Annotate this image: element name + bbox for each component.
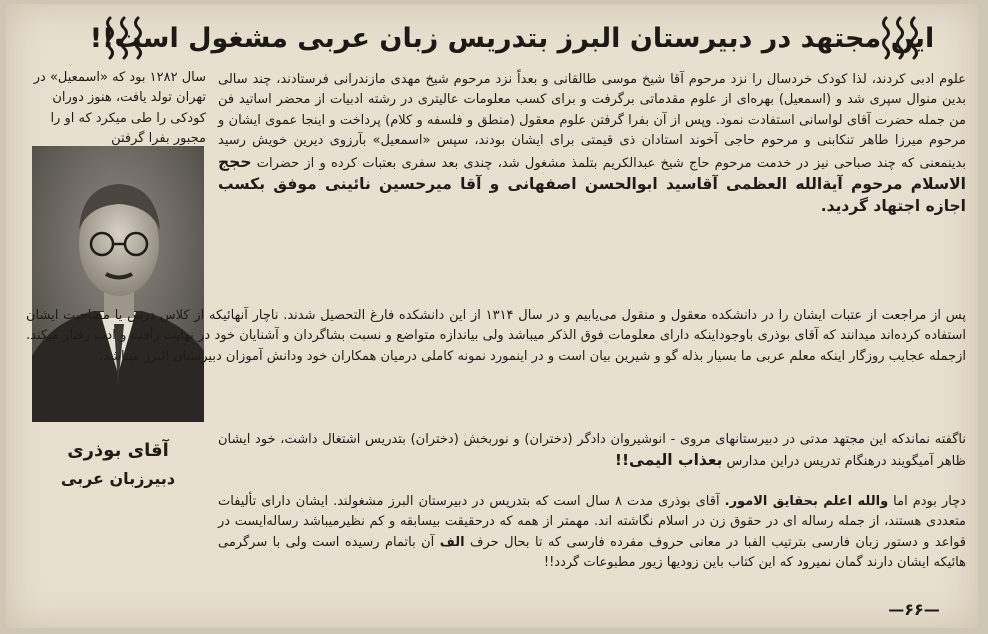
magazine-page xyxy=(6,4,978,628)
paragraph-1-text: علوم ادبی کردند، لذا کودک خردسال را نزد مرحوم آقا شیخ موسی طالقانی و بعداً نزد مرحوم شیخ مهدی مازندرانی فرستادند، چند سالی بدین منوال سپری شد و (اسمعیل) بهره‌ای از علوم مقدماتی برگرفت و برای کسب معلومات عالیتری در رشته ادبیات از محضر اساتید فن من جمله حضرت آقای لواسانی استفادت نمود. وپس از آن بفرا گرفتن علوم معقول (منطق و فلسفه و کلام) پرداخت و اینجا عموی ایشان و مرحوم میرزا طاهر تنکابنی و مرحوم حاجی آخوند استادان ذی قیمتی برای ایشان بودند، سپس «اسمعیل» بآرزوی دیرین خویش رسید بدینمعنی که چند صباحی نیز در خدمت مرحوم حاج شیخ عبدالکریم بتلمذ مشغول شد، چندی بعد سفری بعتبات کرده و از حضرات xyxy=(218,72,966,171)
article-paragraph-2 xyxy=(26,306,966,367)
paragraph-3-text: ناگفته نماندکه این مجتهد مدتی در دبیرستانهای مروی - انوشیروان دادگر (دختران) و نوربخش (دختران) بتدریس اشتغال داشت، خود ایشان ظاهر آمیگویند درهنگام تدریس دراین مدارس xyxy=(218,432,966,470)
paragraph-4-text: آقای بوذری مدت ۸ سال است که بتدریس در دبیرستان البرز مشغولند. ایشان دارای تألیفات متعددی هستند، از جمله رساله ای در حقوق زن در اسلام نگاشته اند. مهمتر از همه که درحقیقت بیسابقه و کم نظیرمیباشد رساله‌ایست در قواعد و دستور زبان فارسی بترتیب الفبا در معانی حروف مفرده فارسی که تا بحال حرف xyxy=(218,494,967,550)
article-paragraph-4 xyxy=(218,492,966,574)
caption-role: دبیرزبان عربی xyxy=(60,469,176,488)
lead-text: سال ۱۲۸۲ بود که «اسمعیل» در تهران تولد یافت، هنوز دوران کودکی را طی میکرد که او را مجبور بفرا گرفتن xyxy=(33,70,206,147)
ornament-right-icon xyxy=(878,14,924,62)
page-number: —۶۶— xyxy=(888,600,940,619)
portrait-caption xyxy=(26,436,210,492)
paragraph-2-text: پس از مراجعت از عتبات ایشان را در دانشکده معقول و منقول می‌یابیم و در سال ۱۳۱۴ از این دانشکده فارغ التحصیل شدند. ناچار آنهائیکه از کلاس درس یا مصاحبت ایشان استفاده کرده‌اند میدانند که آقای بوذری باوجوداینکه دارای معلومات فوق الذکر میباشد ولی بیاندازه متواضع و نسبت بشاگردان و آشنایان خود در نهایت رأفت و ادب رفتار میکند. ازجمله عجایب روزگار اینکه معلم عربی ما بسیار بذله گو و شیرین بیان است و در اینمورد نمونه کاملی درمیان همکاران خود ودانش آموزان دبیرستان البرز میباشد. xyxy=(26,308,966,364)
paragraph-1-bold: حجج الاسلام مرحوم آیةالله العظمی آقاسید ابوالحسن اصفهانی و آقا میرحسین نائینی موفق بکسب اجازه اجتهاد گردید. xyxy=(218,152,966,216)
article-paragraph-1 xyxy=(218,70,966,219)
paragraph-3-bold: بعذاب الیمی!! xyxy=(614,451,723,470)
headline xyxy=(89,10,935,66)
headline-text: این مجتهد در دبیرستان البرز بتدریس زبان عربی مشغول است!! xyxy=(89,22,935,54)
paragraph-4-text-end: آن باتمام رسیده است ولی با سرگرمی هائیکه ایشان دارند گمان نمیرود که این کتاب باین زودیها زیور مطبوعات گردد!! xyxy=(218,534,966,571)
article-paragraph-3 xyxy=(218,430,966,473)
paragraph-4-before: دچار بودم اما xyxy=(893,494,966,509)
portrait-image-icon xyxy=(32,146,204,422)
paragraph-4-bold-end: الف xyxy=(439,534,465,550)
caption-name: آقای بوذری xyxy=(67,440,169,461)
portrait-photo xyxy=(32,146,204,422)
lead-line xyxy=(26,68,206,150)
paragraph-4-bold: والله اعلم بحقایق الامور. xyxy=(724,494,889,509)
